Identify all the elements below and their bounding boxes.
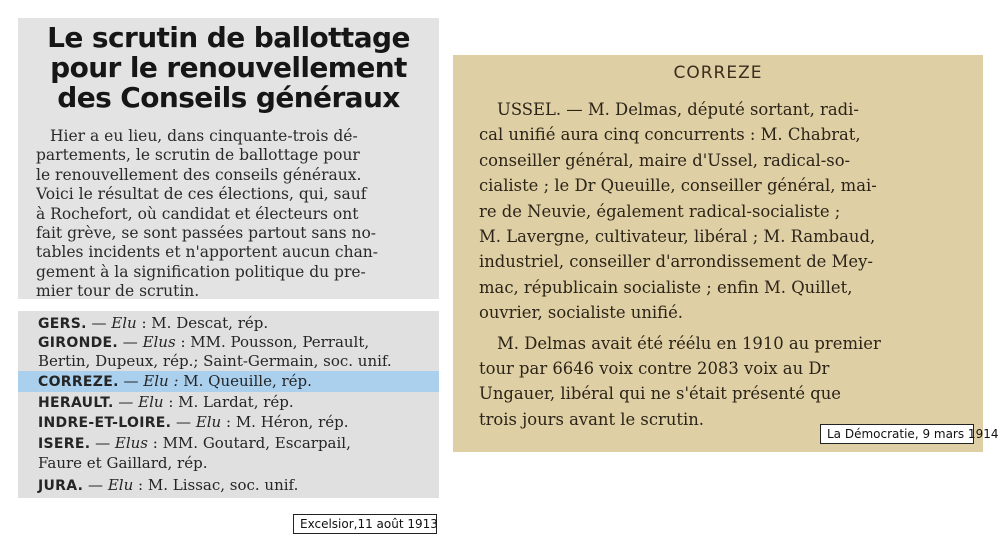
result-text: Faure et Gaillard, rép. [38,454,208,472]
result-row-gers [18,313,439,334]
democratie-article-clipping [453,55,983,452]
result-row-indre-et-loire [18,412,439,433]
elected-label: Elu [111,314,137,332]
paragraph-line: tables incidents et n'apportent aucun chan- [36,243,379,262]
separator: — [118,372,144,390]
body-line: USSEL. — M. Delmas, député sortant, radi- [497,100,859,119]
department-name: JURA. [38,478,84,494]
result-text: : MM. Goutard, Escarpail, [147,434,351,452]
separator: — [113,393,139,411]
body-line: ouvrier, socialiste unifié. [479,303,683,323]
separator: — [86,314,112,332]
result-text: : M. Descat, rép. [136,314,269,332]
result-text: : M. Lissac, soc. unif. [133,476,299,494]
separator: — [90,434,115,452]
democratie-body [479,97,979,432]
excelsior-article-clipping [18,18,439,299]
excelsior-source-caption: Excelsior,11 août 1913 [293,514,437,534]
elected-label: Elus [114,434,148,452]
elected-label: Elu : [143,372,179,390]
body-line: tour par 6646 voix contre 2083 voix au Dr [479,359,830,379]
democratie-section-title: CORREZE [673,63,763,83]
excelsior-results-clipping [18,311,439,498]
body-line: M. Lavergne, cultivateur, libéral ; M. Rambaud, [479,227,876,247]
headline-line: des Conseils généraux [57,81,400,114]
body-line: re de Neuvie, également radical-socialiste ; [479,201,841,221]
paragraph-line: à Rochefort, où candidat et électeurs ont [36,204,359,223]
department-name: HERAULT. [38,395,114,411]
result-text: M. Queuille, rép. [178,372,312,390]
paragraph-line: fait grève, se sont passées partout sans no- [36,224,377,243]
paragraph-line: Voici le résultat de ces élections, qui, sauf [36,185,367,204]
department-name: INDRE-ET-LOIRE. [38,415,172,431]
department-name: GIRONDE. [38,335,119,351]
result-text: Bertin, Dupeux, rép.; Saint-Germain, soc. unif. [38,352,392,370]
result-row-herault [18,392,439,413]
paragraph-line: gement à la signification politique du pre- [36,262,366,281]
headline-line: pour le renouvellement [50,51,407,84]
department-name: ISERE. [38,436,91,452]
result-text: : MM. Pousson, Perrault, [175,333,370,351]
body-line: industriel, conseiller d'arrondissement de Mey- [479,252,873,272]
result-row-isere [18,433,439,454]
result-text: : M. Lardat, rép. [163,393,294,411]
separator: — [83,476,108,494]
elected-label: Elu [195,413,222,431]
excelsior-paragraph [36,127,436,302]
separator: — [171,413,196,431]
paragraph-line: partements, le scrutin de ballottage pour [36,146,360,165]
department-name: CORREZE. [38,374,119,390]
body-line: conseiller général, maire d'Ussel, radical-so- [479,150,851,170]
body-line: M. Delmas avait été réélu en 1910 au premier [497,333,881,353]
elected-label: Elu [138,393,164,411]
elected-label: Elus [142,333,176,351]
department-name: GERS. [38,316,87,332]
result-row-jura [18,475,439,496]
result-row-correze [18,371,439,392]
result-row-isere-cont [18,453,439,474]
elected-label: Elu [107,476,134,494]
excelsior-headline [18,23,439,113]
result-row-gironde [18,332,439,353]
headline-line: Le scrutin de ballottage [47,21,410,54]
separator: — [118,333,143,351]
paragraph-line: Hier a eu lieu, dans cinquante-trois dé- [50,127,358,145]
result-row-gironde-cont [18,351,439,372]
body-line: trois jours avant le scrutin. [479,409,705,429]
paragraph-line: mier tour de scrutin. [36,282,200,301]
paragraph-line: le renouvellement des conseils généraux. [36,165,362,184]
result-text: : M. Héron, rép. [221,413,349,431]
body-line: cialiste ; le Dr Queuille, conseiller général, mai- [479,176,877,196]
body-line: mac, républicain socialiste ; enfin M. Quillet, [479,277,853,297]
body-line: Ungauer, libéral qui ne s'était présenté que [479,384,842,404]
democratie-source-caption: La Démocratie, 9 mars 1914 [820,424,974,444]
body-line: cal unifié aura cinq concurrents : M. Chabrat, [479,125,861,145]
